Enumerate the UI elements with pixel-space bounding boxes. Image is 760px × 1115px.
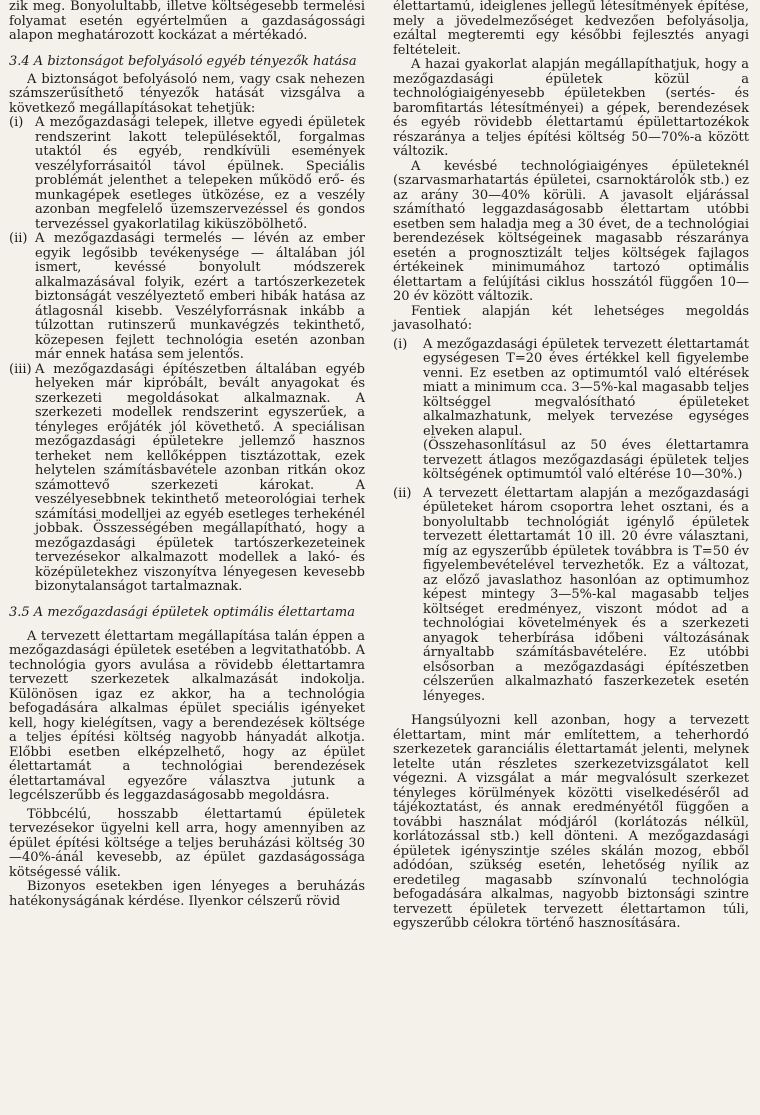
paragraph-r5: Hangsúlyozni kell azonban, hogy a tervezett élettartam, mint már említettem, a teherhordó szerkezetek garanciális élettartamát jelenti, melynek letelte után részletes szerkezetvizsgálatot kell végezni. A vizsgálat a már megvalósult szerkezet tényleges körülmények közötti viselkedéséről ad tájékoztatást, és annak eredményétől függően a további használat módjáról (korlátozás nélkül, korlátozással stb.) kell dönteni. A mezőgazdasági épületek igényszintje széles skálán mozog, ebből adódóan, szükség esetén, lehetőség nyílik az eredetileg magasabb színvonalú technológia befogadására alkalmas, nagyobb biztonsági szintre tervezett épületek tervezett élettartamon túli, egyszerűbb célokra történő hasznosítására. [393, 713, 749, 931]
paragraph-3-5c: Bizonyos esetekben igen lényeges a beruházás hatékonyságának kérdése. Ilyenkor célszerű rövid [9, 879, 365, 909]
list-note: (Összehasonlításul az 50 éves élettartamra tervezett átlagos mezőgazdasági épületek teljes költségének optimumtól való eltérése 10—30%.) [423, 438, 749, 482]
list-label: (i) [9, 115, 24, 130]
paragraph-intro: zik meg. Bonyolultabb, illetve költségesebb termelési folyamat esetén egyértelműen a gazdaságossági alapon meghatározott kockázat a mértékadó. [9, 0, 365, 43]
list-text: A mezőgazdasági telepek, illetve egyedi épületek rendszerint lakott településektől, forgalmas utaktól és egyéb, rendkívüli események veszélyforrásaitól távol épülnek. Speciális problémát jelenthet a telepeken működő erő- és munkagépek esetleges ütközése, ez a veszély azonban megfelelő üzemszervezéssel és gondos tervezéssel gyakorlatilag kiküszöbölhető. [35, 115, 365, 232]
list-label: (i) [393, 336, 408, 352]
list-label: (iii) [9, 361, 32, 377]
list-item [9, 363, 365, 595]
paragraph-3-5a: A tervezett élettartam megállapítása talán éppen a mezőgazdasági épületek esetében a legvitathatóbb. A technológia gyors avulása a rövidebb élettartamra tervezett szerkezetek alkalmazását indokolja. Különösen igaz ez akkor, ha a technológia befogadására alkalmas épület speciális igényeket kell, hogy kielégítsen, vagy a berendezések költsége a teljes építési költség nagyobb hányadát alkotja. Előbbi esetben elképzelhető, hogy az épület élettartamát a technológiai berendezések élettartamával egyezőre választva jutunk a legcélszerűbb és leggazdaságosabb megoldásra. [9, 628, 365, 803]
list-item [9, 232, 365, 363]
list-item [9, 116, 365, 232]
paragraph-r3: A kevésbé technológiaigényes épületeknél (szarvasmarhatartás épületei, csarnoktárolók stb.) ez az arány 30—40% körüli. A javasolt eljárással számítható leggazdaságosabb élettartam utóbbi esetben sem haladja meg a 30 évet, de a technológiai berendezések költségeinek magasabb részaránya esetén a prognosztizált teljes költségek fajlagos értékeinek minimumához tartozó optimális élettartam a felújítási ciklus hosszától függően 10—20 év között változik. [393, 158, 749, 304]
list-text: A mezőgazdasági épületek tervezett élettartamát egységesen T=20 éves értékkel kell figyelembe venni. Ez esetben az optimumtól való eltérések miatt a minimum cca. 3—5%-kal magasabb teljes költséggel megvalósítható épületeket alkalmazhatunk, melyek tervezése egységes elveken alapul. [423, 336, 749, 439]
section-heading-3-4: 3.4 A biztonságot befolyásoló egyéb tényezők hatása [9, 53, 357, 69]
right-column [393, 0, 749, 1115]
paragraph-r2: A hazai gyakorlat alapján megállapíthatjuk, hogy a mezőgazdasági épületek közül a technológiaigényesebb épületekben (sertés- és baromfitartás létesítményei) a gépek, berendezések és egyéb rövidebb élettartamú épülettartozékok részaránya a teljes építési költség 50—70%-a között változik. [393, 57, 749, 159]
list-item [393, 487, 749, 705]
paragraph-3-5b: Többcélú, hosszabb élettartamú épületek tervezésekor ügyelni kell arra, hogy amennyiben az épület építési költsége a teljes beruházási költség 30—40%-ánál kevesebb, az épület gazdaságossága kötségessé válik. [9, 806, 365, 880]
section-heading-3-5: 3.5 A mezőgazdasági épületek optimális élettartama [9, 604, 355, 620]
list-item [393, 338, 749, 483]
paragraph-r1: élettartamú, ideiglenes jellegű létesítmények építése, mely a jövedelmezőséget kedvezően befolyásolja, ezáltal megteremti egy későbbi fejlesztés anyagi feltételeit. [393, 0, 749, 58]
list-label: (ii) [9, 231, 28, 246]
list-text: A tervezett élettartam alapján a mezőgazdasági épületeket három csoportra lehet osztani, és a bonyolultabb technológiát igénylő épületek tervezett élettartamát 10 ill. 20 évre választani, míg az egyszerűbb épületek továbbra is T=50 év figyelembevételével tervezhetők. Ez a változat, az előző javaslathoz hasonlóan az optimumhoz képest mintegy 3—5%-kal magasabb teljes költséget eredményez, viszont módot ad a technológiai követelmények és a szerkezeti anyagok teherbírása időbeni változásának árnyaltabb számításbavételére. Ez utóbbi elsősorban a mezőgazdasági építészetben célszerűen alkalmazható faszerkezetek esetén lényeges. [423, 485, 749, 704]
list-label: (ii) [393, 485, 412, 501]
list-text: A mezőgazdasági építészetben általában egyéb helyeken már kipróbált, bevált anyagokat és szerkezeti megoldásokat alkalmaznak. A szerkezeti modellek rendszerint egyszerűek, a tényleges erőjáték jól követhető. A speciálisan mezőgazdasági épületekre jellemző hasznos terheket nem kellőképpen tisztázottak, ezek helytelen számításbavétele azonban ritkán okoz számottevő szerkezeti károkat. A veszélyesebbnek tekinthető meteorológiai terhek számítási modelljei az egyéb esetleges terhekénél jobbak. Összességében megállapítható, hogy a mezőgazdasági épületek tartószerkezeteinek tervezésekor alkalmazott modellek a lakó- és középületekhez viszonyítva lényegesen kevesebb bizonytalanságot tartalmaznak. [35, 361, 365, 594]
paragraph-r4: Fentiek alapján két lehetséges megoldás javasolható: [393, 303, 749, 333]
left-column [9, 0, 365, 1115]
list-text: A mezőgazdasági termelés — lévén az ember egyik legősibb tevékenysége — általában jól ismert, kevéssé bonyolult módszerek alkalmazásával folyik, ezért a tartószerkezetek biztonságát veszélyeztető emberi hibák hatása az átlagosnál kisebb. Veszélyforrásnak inkább a túlzottan rutinszerű munkavégzés tekinthető, közepesen fejlett technológia esetén azonban már ennek hatása sem jelentős. [35, 231, 365, 362]
paragraph-3-4: A biztonságot befolyásoló nem, vagy csak nehezen számszerűsíthető tényezők hatását vizsgálva a következő megállapításokat tehetjük: [9, 71, 365, 116]
